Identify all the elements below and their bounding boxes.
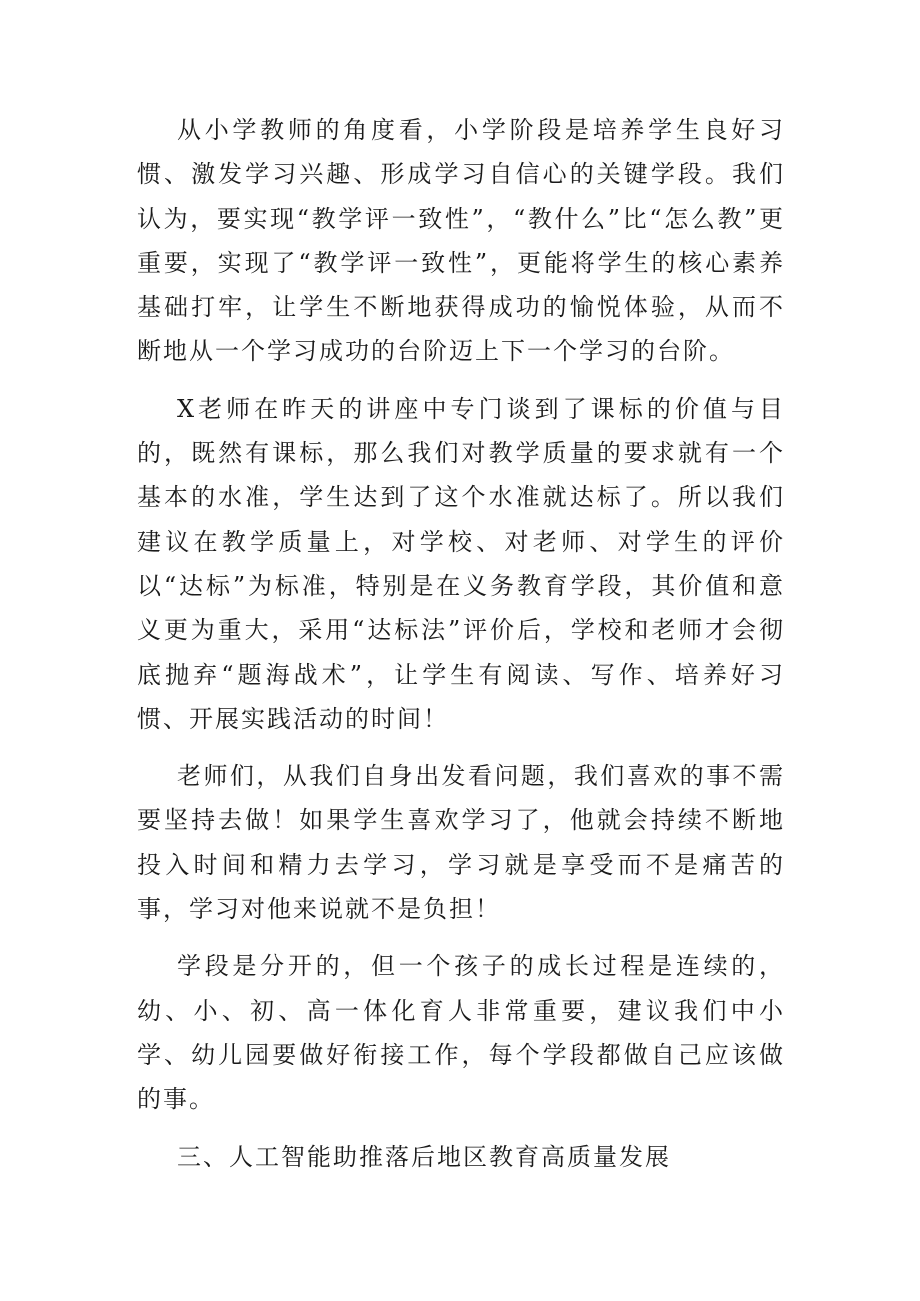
section-heading: 三、人工智能助推落后地区教育高质量发展 — [177, 1142, 671, 1171]
paragraph-2: X老师在昨天的讲座中专门谈到了课标的价值与目的，既然有课标，那么我们对教学质量的要求就有一个基本的水准，学生达到了这个水准就达标了。所以我们建议在教学质量上，对学校、对老师、对学生的评价以“达标”为标准，特别是在义务教育学段，其价值和意义更为重大，采用“达标法”评价后，学校和老师才会彻底抛弃“题海战术”，让学生有阅读、写作、培养好习惯、开展实践活动的时间！ — [137, 394, 785, 733]
paragraph-3: 老师们，从我们自身出发看问题，我们喜欢的事不需要坚持去做！如果学生喜欢学习了，他就会持续不断地投入时间和精力去学习，学习就是享受而不是痛苦的事，学习对他来说就不是负担！ — [137, 762, 785, 924]
paragraph-4: 学段是分开的，但一个孩子的成长过程是连续的，幼、小、初、高一体化育人非常重要，建议我们中小学、幼儿园要做好衔接工作，每个学段都做自己应该做的事。 — [137, 952, 785, 1114]
document-body — [137, 108, 785, 1192]
paragraph-1: 从小学教师的角度看，小学阶段是培养学生良好习惯、激发学习兴趣、形成学习自信心的关键学段。我们认为，要实现“教学评一致性”，“教什么”比“怎么教”更重要，实现了“教学评一致性”，更能将学生的核心素养基础打牢，让学生不断地获得成功的愉悦体验，从而不断地从一个学习成功的台阶迈上下一个学习的台阶。 — [137, 116, 785, 366]
